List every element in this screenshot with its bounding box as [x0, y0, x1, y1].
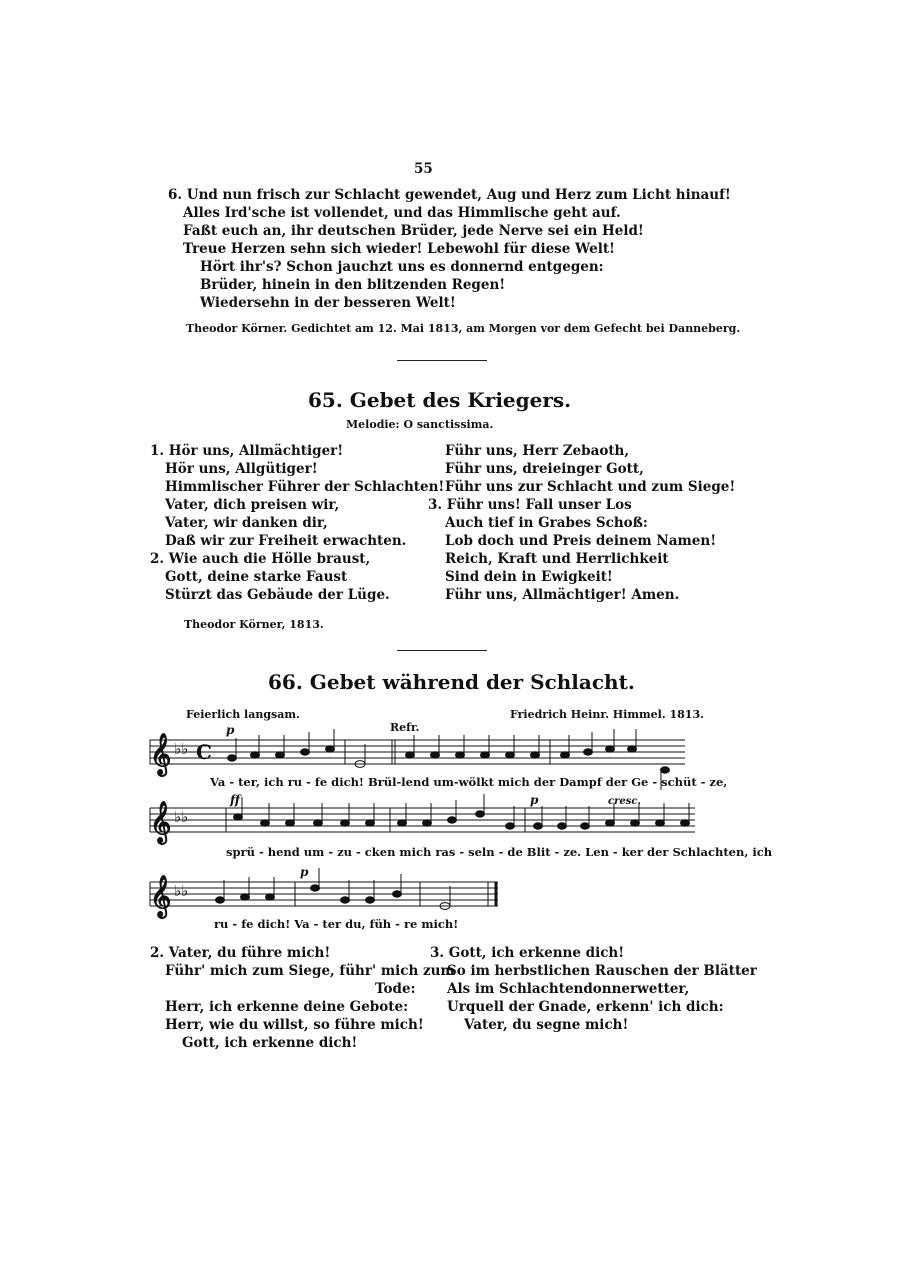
song-66-stanza-3-line-4: Urquell der Gnade, erkenn' ich dich: — [447, 999, 724, 1015]
dynamic-p-1: p — [226, 723, 235, 737]
stanza-6-line-7: Wiedersehn in der besseren Welt! — [200, 295, 456, 311]
song-66-composer: Friedrich Heinr. Himmel. 1813. — [510, 708, 704, 721]
dynamic-ff: ff — [230, 793, 240, 807]
lyrics-line-3: ru - fe dich! Va - ter du, füh - re mich! — [214, 917, 459, 931]
song-65-left-line-2: Hör uns, Allgütiger! — [165, 461, 318, 477]
stanza-6-line-5: Hört ihr's? Schon jauchzt uns es donnernd entgegen: — [200, 259, 604, 275]
song-65-left-column — [150, 442, 444, 604]
song-66-stanza-3-line-1: 3. Gott, ich erkenne dich! — [430, 945, 625, 961]
song-65-right-line-5: Auch tief in Grabes Schoß: — [445, 515, 648, 531]
treble-clef-icon: 𝄞 — [150, 875, 172, 917]
key-signature-flats-3: ♭♭ — [174, 882, 189, 900]
song-65-right-line-1: Führ uns, Herr Zebaoth, — [445, 443, 630, 459]
stanza-6-line-6: Brüder, hinein in den blitzenden Regen! — [200, 277, 506, 293]
lyrics-line-2: sprü - hend um - zu - cken mich ras - seln - de Blit - ze. Len - ker der Schlachten, ich — [226, 845, 773, 859]
song-65-left-line-1: 1. Hör uns, Allmächtiger! — [150, 443, 344, 459]
stanza-6 — [168, 186, 731, 312]
dynamic-p-2: p — [530, 793, 539, 807]
song-65-right-line-4: 3. Führ uns! Fall unser Los — [428, 497, 632, 513]
dynamic-cresc: cresc. — [608, 796, 641, 807]
lyrics-line-1: Va - ter, ich ru - fe dich! Brül-lend um-wölkt mich der Dampf der Ge - schüt - ze, — [210, 775, 728, 789]
music-score — [140, 718, 773, 938]
song-66-stanza-2-line-2: Führ' mich zum Siege, führ' mich zum — [165, 963, 455, 979]
divider-1 — [397, 360, 487, 361]
stanza-6-line-3: Faßt euch an, ihr deutschen Brüder, jede Nerve sei ein Held! — [183, 223, 644, 239]
song-65-left-line-4: Vater, dich preisen wir, — [165, 497, 340, 513]
notes-staff-3 — [216, 868, 451, 909]
common-time-icon: C — [196, 740, 212, 764]
song-66-stanza-3-line-3: Als im Schlachtendonnerwetter, — [447, 981, 690, 997]
dynamic-p-3: p — [300, 865, 309, 879]
key-signature-flats-2: ♭♭ — [174, 808, 189, 826]
song-66-stanza-3 — [430, 944, 757, 1034]
song-66-stanza-3-line-5: Vater, du segne mich! — [464, 1017, 629, 1033]
song-65-right-line-8: Sind dein in Ewigkeit! — [445, 569, 613, 585]
divider-2 — [397, 650, 487, 651]
song-65-left-line-5: Vater, wir danken dir, — [165, 515, 328, 531]
song-65-right-line-6: Lob doch und Preis deinem Namen! — [445, 533, 717, 549]
refrain-label: Refr. — [390, 721, 420, 734]
song-65-right-column — [428, 442, 735, 604]
song-65-right-line-7: Reich, Kraft und Herrlichkeit — [445, 551, 669, 567]
song-65-right-line-2: Führ uns, dreieinger Gott, — [445, 461, 644, 477]
treble-clef-icon: 𝄞 — [150, 733, 172, 775]
song-66-stanza-2-line-1: 2. Vater, du führe mich! — [150, 945, 331, 961]
song-66-tempo: Feierlich langsam. — [186, 708, 300, 721]
key-signature-flats-1: ♭♭ — [174, 740, 189, 758]
song-65-right-line-9: Führ uns, Allmächtiger! Amen. — [445, 587, 680, 603]
treble-clef-icon: 𝄞 — [150, 801, 172, 843]
song-65-left-line-8: Gott, deine starke Faust — [165, 569, 348, 585]
song-66-stanza-2-line-4: Herr, ich erkenne deine Gebote: — [165, 999, 409, 1015]
song-66-stanza-2-line-5: Herr, wie du willst, so führe mich! — [165, 1017, 424, 1033]
song-66-stanza-2-line-6: Gott, ich erkenne dich! — [182, 1035, 358, 1051]
song-65-left-line-9: Stürzt das Gebäude der Lüge. — [165, 587, 390, 603]
stanza-6-line-2: Alles Ird'sche ist vollendet, und das Himmlische geht auf. — [183, 205, 621, 221]
song-65-attribution: Theodor Körner, 1813. — [184, 618, 324, 631]
song-65-left-line-7: 2. Wie auch die Hölle braust, — [150, 551, 371, 567]
song-66-stanza-2-line-3: Tode: — [375, 981, 416, 997]
song-65-right-line-3: Führ uns zur Schlacht und zum Siege! — [445, 479, 736, 495]
song-65-melody: Melodie: O sanctissima. — [346, 418, 494, 431]
song-66-stanza-3-line-2: So im herbstlichen Rauschen der Blätter — [447, 963, 757, 979]
staff-2 — [150, 808, 695, 832]
stanza-6-line-4: Treue Herzen sehn sich wieder! Lebewohl für diese Welt! — [183, 241, 615, 257]
song-65-title: 65. Gebet des Kriegers. — [308, 388, 572, 412]
song-66-title: 66. Gebet während der Schlacht. — [268, 670, 635, 694]
page-number: 55 — [414, 161, 433, 177]
stanza-6-line-1: 6. Und nun frisch zur Schlacht gewendet, Aug und Herz zum Licht hinauf! — [168, 187, 731, 203]
attribution-poem-64: Theodor Körner. Gedichtet am 12. Mai 1813, am Morgen vor dem Gefecht bei Danneberg. — [186, 322, 741, 335]
song-66-stanza-2 — [150, 944, 455, 1052]
song-65-left-line-3: Himmlischer Führer der Schlachten! — [165, 479, 445, 495]
song-65-left-line-6: Daß wir zur Freiheit erwachten. — [165, 533, 407, 549]
